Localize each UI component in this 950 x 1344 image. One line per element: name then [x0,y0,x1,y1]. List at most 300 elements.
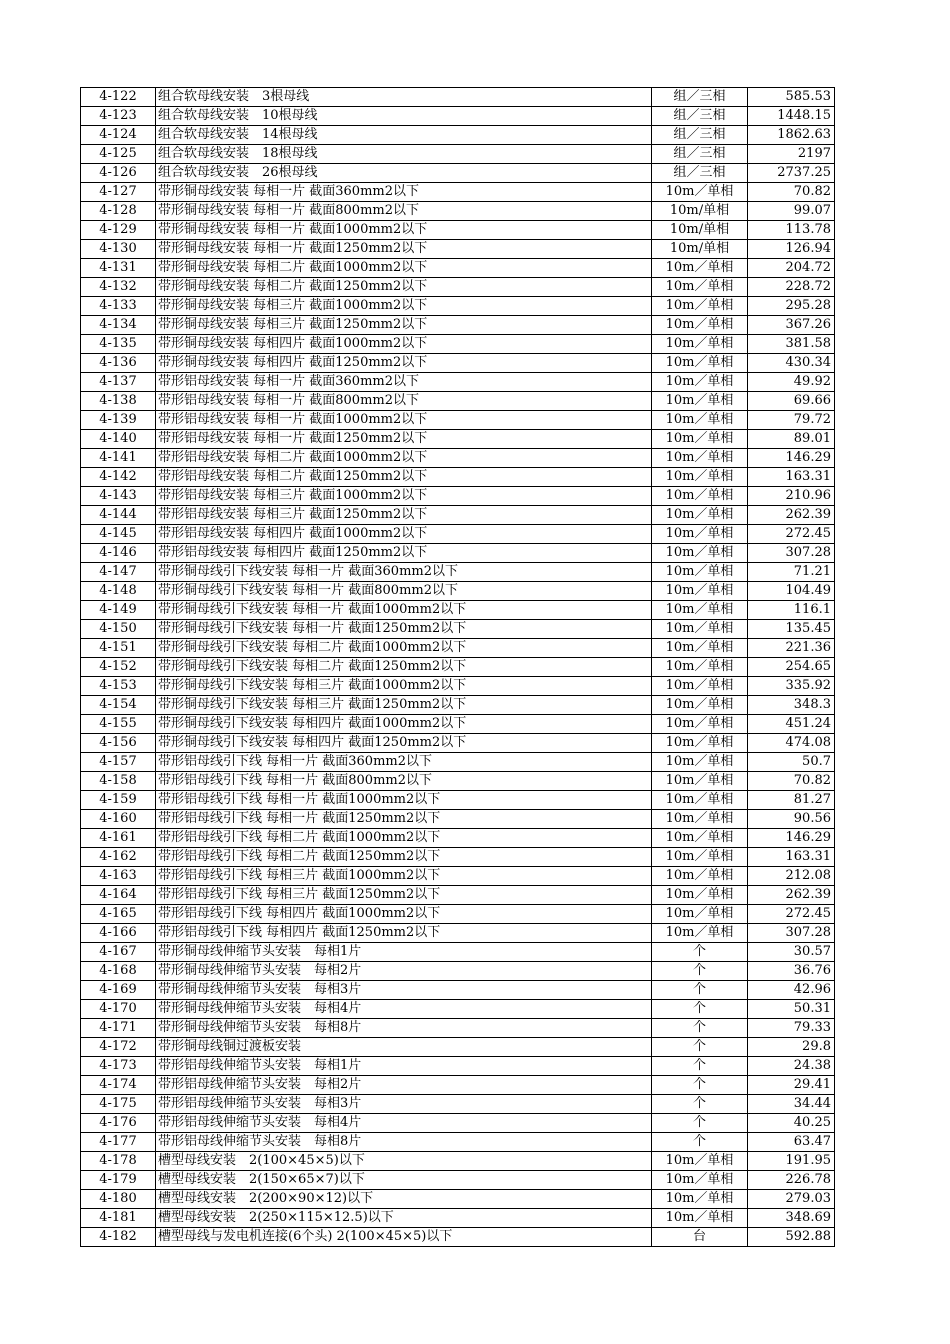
table-row [81,316,835,335]
item-name-cell: 槽型母线安装 2(100×45×5)以下 [156,1152,652,1171]
item-name-cell: 带形铜母线引下线安装 每相二片 截面1000mm2以下 [156,639,652,658]
price-cell: 307.28 [748,924,835,943]
table-row [81,88,835,107]
price-cell: 30.57 [748,943,835,962]
price-cell: 81.27 [748,791,835,810]
unit-cell: 个 [652,1095,748,1114]
table-row [81,183,835,202]
price-cell: 228.72 [748,278,835,297]
price-cell: 272.45 [748,905,835,924]
item-name-cell: 槽型母线安装 2(150×65×7)以下 [156,1171,652,1190]
item-code-cell: 4-155 [81,715,156,734]
unit-cell: 10m／单相 [652,1171,748,1190]
price-cell: 146.29 [748,449,835,468]
unit-cell: 10m／单相 [652,810,748,829]
table-row [81,430,835,449]
item-code-cell: 4-146 [81,544,156,563]
unit-cell: 10m／单相 [652,373,748,392]
price-cell: 348.3 [748,696,835,715]
item-name-cell: 带形铜母线引下线安装 每相三片 截面1000mm2以下 [156,677,652,696]
price-cell: 36.76 [748,962,835,981]
item-name-cell: 带形铝母线引下线 每相二片 截面1250mm2以下 [156,848,652,867]
table-row [81,696,835,715]
table-row [81,202,835,221]
item-code-cell: 4-157 [81,753,156,772]
table-row [81,1190,835,1209]
item-name-cell: 带形铜母线安装 每相二片 截面1250mm2以下 [156,278,652,297]
price-cell: 204.72 [748,259,835,278]
table-row [81,1228,835,1247]
unit-cell: 个 [652,1114,748,1133]
table-row [81,639,835,658]
table-row [81,1019,835,1038]
unit-cell: 个 [652,1000,748,1019]
item-code-cell: 4-156 [81,734,156,753]
unit-cell: 个 [652,962,748,981]
item-code-cell: 4-175 [81,1095,156,1114]
table-row [81,829,835,848]
item-code-cell: 4-122 [81,88,156,107]
item-name-cell: 带形铝母线引下线 每相四片 截面1000mm2以下 [156,905,652,924]
table-row [81,1038,835,1057]
table-row [81,582,835,601]
unit-cell: 10m／单相 [652,278,748,297]
unit-cell: 10m／单相 [652,563,748,582]
table-row [81,1114,835,1133]
item-code-cell: 4-142 [81,468,156,487]
table-row [81,563,835,582]
unit-cell: 10m／单相 [652,430,748,449]
table-row [81,525,835,544]
table-row [81,411,835,430]
price-cell: 163.31 [748,848,835,867]
item-name-cell: 带形铝母线引下线 每相三片 截面1250mm2以下 [156,886,652,905]
price-table [80,87,835,1247]
item-name-cell: 带形铝母线引下线 每相三片 截面1000mm2以下 [156,867,652,886]
unit-cell: 个 [652,1057,748,1076]
table-row [81,487,835,506]
item-name-cell: 带形铜母线引下线安装 每相一片 截面360mm2以下 [156,563,652,582]
price-cell: 592.88 [748,1228,835,1247]
table-row [81,620,835,639]
unit-cell: 10m／单相 [652,1209,748,1228]
table-row [81,145,835,164]
item-name-cell: 带形铝母线引下线 每相一片 截面800mm2以下 [156,772,652,791]
table-row [81,240,835,259]
price-cell: 279.03 [748,1190,835,1209]
unit-cell: 10m／单相 [652,1190,748,1209]
price-cell: 348.69 [748,1209,835,1228]
item-name-cell: 带形铝母线安装 每相三片 截面1000mm2以下 [156,487,652,506]
item-name-cell: 带形铝母线安装 每相一片 截面800mm2以下 [156,392,652,411]
table-row [81,1076,835,1095]
item-code-cell: 4-143 [81,487,156,506]
item-code-cell: 4-168 [81,962,156,981]
table-row [81,297,835,316]
price-cell: 104.49 [748,582,835,601]
price-cell: 24.38 [748,1057,835,1076]
price-cell: 212.08 [748,867,835,886]
item-code-cell: 4-136 [81,354,156,373]
item-name-cell: 槽型母线与发电机连接(6个头) 2(100×45×5)以下 [156,1228,652,1247]
price-cell: 226.78 [748,1171,835,1190]
item-name-cell: 带形铜母线安装 每相一片 截面1000mm2以下 [156,221,652,240]
table-row [81,468,835,487]
table-row [81,924,835,943]
item-code-cell: 4-153 [81,677,156,696]
table-row [81,734,835,753]
item-name-cell: 带形铜母线引下线安装 每相一片 截面1250mm2以下 [156,620,652,639]
item-name-cell: 组合软母线安装 3根母线 [156,88,652,107]
table-row [81,943,835,962]
price-cell: 34.44 [748,1095,835,1114]
price-cell: 50.31 [748,1000,835,1019]
price-cell: 262.39 [748,886,835,905]
item-code-cell: 4-133 [81,297,156,316]
item-code-cell: 4-128 [81,202,156,221]
table-row [81,810,835,829]
item-name-cell: 带形铜母线安装 每相二片 截面1000mm2以下 [156,259,652,278]
item-code-cell: 4-139 [81,411,156,430]
price-cell: 191.95 [748,1152,835,1171]
price-cell: 2737.25 [748,164,835,183]
item-code-cell: 4-127 [81,183,156,202]
unit-cell: 台 [652,1228,748,1247]
price-cell: 146.29 [748,829,835,848]
item-name-cell: 组合软母线安装 26根母线 [156,164,652,183]
unit-cell: 10m／单相 [652,620,748,639]
item-name-cell: 带形铜母线伸缩节头安装 每相8片 [156,1019,652,1038]
price-cell: 50.7 [748,753,835,772]
item-code-cell: 4-174 [81,1076,156,1095]
item-code-cell: 4-179 [81,1171,156,1190]
table-row [81,772,835,791]
item-code-cell: 4-182 [81,1228,156,1247]
price-cell: 90.56 [748,810,835,829]
unit-cell: 10m／单相 [652,316,748,335]
item-name-cell: 带形铝母线引下线 每相二片 截面1000mm2以下 [156,829,652,848]
price-cell: 474.08 [748,734,835,753]
item-name-cell: 带形铝母线安装 每相一片 截面1250mm2以下 [156,430,652,449]
item-name-cell: 带形铜母线安装 每相四片 截面1250mm2以下 [156,354,652,373]
item-name-cell: 带形铝母线伸缩节头安装 每相2片 [156,1076,652,1095]
table-row [81,544,835,563]
item-code-cell: 4-169 [81,981,156,1000]
unit-cell: 10m/单相 [652,202,748,221]
price-cell: 262.39 [748,506,835,525]
item-name-cell: 带形铜母线伸缩节头安装 每相4片 [156,1000,652,1019]
table-row [81,1057,835,1076]
item-code-cell: 4-148 [81,582,156,601]
table-row [81,1152,835,1171]
item-code-cell: 4-147 [81,563,156,582]
item-name-cell: 带形铜母线引下线安装 每相三片 截面1250mm2以下 [156,696,652,715]
table-row [81,1000,835,1019]
unit-cell: 10m／单相 [652,829,748,848]
item-name-cell: 带形铜母线安装 每相一片 截面360mm2以下 [156,183,652,202]
price-cell: 1448.15 [748,107,835,126]
item-name-cell: 带形铝母线安装 每相三片 截面1250mm2以下 [156,506,652,525]
item-name-cell: 带形铜母线安装 每相三片 截面1250mm2以下 [156,316,652,335]
unit-cell: 10m／单相 [652,487,748,506]
unit-cell: 10m／单相 [652,696,748,715]
unit-cell: 10m／单相 [652,525,748,544]
unit-cell: 10m／单相 [652,392,748,411]
unit-cell: 组／三相 [652,107,748,126]
unit-cell: 10m／单相 [652,183,748,202]
unit-cell: 10m／单相 [652,677,748,696]
item-name-cell: 带形铜母线伸缩节头安装 每相2片 [156,962,652,981]
price-cell: 71.21 [748,563,835,582]
table-row [81,753,835,772]
table-row [81,677,835,696]
item-code-cell: 4-129 [81,221,156,240]
item-name-cell: 带形铜母线伸缩节头安装 每相3片 [156,981,652,1000]
unit-cell: 10m／单相 [652,639,748,658]
item-code-cell: 4-172 [81,1038,156,1057]
table-row [81,107,835,126]
table-row [81,335,835,354]
item-code-cell: 4-180 [81,1190,156,1209]
unit-cell: 个 [652,1019,748,1038]
item-name-cell: 组合软母线安装 10根母线 [156,107,652,126]
unit-cell: 10m／单相 [652,1152,748,1171]
unit-cell: 10m／单相 [652,886,748,905]
item-code-cell: 4-173 [81,1057,156,1076]
price-cell: 113.78 [748,221,835,240]
price-cell: 254.65 [748,658,835,677]
item-name-cell: 槽型母线安装 2(200×90×12)以下 [156,1190,652,1209]
unit-cell: 10m/单相 [652,240,748,259]
price-cell: 221.36 [748,639,835,658]
price-cell: 1862.63 [748,126,835,145]
item-code-cell: 4-170 [81,1000,156,1019]
table-row [81,791,835,810]
unit-cell: 个 [652,1038,748,1057]
item-code-cell: 4-171 [81,1019,156,1038]
item-name-cell: 带形铜母线引下线安装 每相四片 截面1250mm2以下 [156,734,652,753]
price-cell: 69.66 [748,392,835,411]
price-cell: 272.45 [748,525,835,544]
unit-cell: 10m／单相 [652,411,748,430]
price-cell: 29.8 [748,1038,835,1057]
item-name-cell: 带形铝母线安装 每相四片 截面1000mm2以下 [156,525,652,544]
price-cell: 49.92 [748,373,835,392]
item-code-cell: 4-144 [81,506,156,525]
item-name-cell: 带形铜母线引下线安装 每相四片 截面1000mm2以下 [156,715,652,734]
price-cell: 135.45 [748,620,835,639]
item-name-cell: 带形铝母线伸缩节头安装 每相4片 [156,1114,652,1133]
table-row [81,354,835,373]
price-cell: 79.33 [748,1019,835,1038]
unit-cell: 组／三相 [652,88,748,107]
item-name-cell: 组合软母线安装 14根母线 [156,126,652,145]
table-row [81,962,835,981]
item-name-cell: 带形铝母线安装 每相四片 截面1250mm2以下 [156,544,652,563]
table-row [81,886,835,905]
table-row [81,981,835,1000]
unit-cell: 10m／单相 [652,449,748,468]
unit-cell: 10m／单相 [652,905,748,924]
table-row [81,373,835,392]
item-name-cell: 带形铝母线伸缩节头安装 每相1片 [156,1057,652,1076]
item-code-cell: 4-160 [81,810,156,829]
price-cell: 451.24 [748,715,835,734]
price-cell: 79.72 [748,411,835,430]
price-cell: 42.96 [748,981,835,1000]
item-name-cell: 带形铝母线引下线 每相四片 截面1250mm2以下 [156,924,652,943]
price-cell: 63.47 [748,1133,835,1152]
table-row [81,259,835,278]
item-code-cell: 4-145 [81,525,156,544]
item-code-cell: 4-140 [81,430,156,449]
unit-cell: 10m／单相 [652,259,748,278]
item-name-cell: 带形铜母线引下线安装 每相一片 截面800mm2以下 [156,582,652,601]
price-cell: 29.41 [748,1076,835,1095]
item-name-cell: 带形铝母线伸缩节头安装 每相3片 [156,1095,652,1114]
price-cell: 585.53 [748,88,835,107]
table-row [81,658,835,677]
unit-cell: 10m／单相 [652,734,748,753]
table-row [81,601,835,620]
item-code-cell: 4-165 [81,905,156,924]
table-row [81,164,835,183]
item-code-cell: 4-134 [81,316,156,335]
item-name-cell: 组合软母线安装 18根母线 [156,145,652,164]
table-row [81,905,835,924]
item-name-cell: 带形铜母线铜过渡板安装 [156,1038,652,1057]
price-cell: 2197 [748,145,835,164]
price-cell: 163.31 [748,468,835,487]
table-row [81,715,835,734]
unit-cell: 10m／单相 [652,791,748,810]
table-row [81,278,835,297]
item-code-cell: 4-177 [81,1133,156,1152]
unit-cell: 个 [652,981,748,1000]
price-cell: 210.96 [748,487,835,506]
unit-cell: 10m／单相 [652,354,748,373]
item-code-cell: 4-178 [81,1152,156,1171]
table-row [81,449,835,468]
unit-cell: 10m／单相 [652,658,748,677]
table-row [81,126,835,145]
price-cell: 70.82 [748,183,835,202]
item-code-cell: 4-181 [81,1209,156,1228]
unit-cell: 10m／单相 [652,772,748,791]
item-code-cell: 4-164 [81,886,156,905]
unit-cell: 10m／单相 [652,601,748,620]
price-cell: 99.07 [748,202,835,221]
unit-cell: 个 [652,943,748,962]
table-row [81,392,835,411]
unit-cell: 组／三相 [652,126,748,145]
unit-cell: 10m／单相 [652,506,748,525]
item-name-cell: 带形铜母线安装 每相四片 截面1000mm2以下 [156,335,652,354]
price-cell: 295.28 [748,297,835,316]
unit-cell: 10m/单相 [652,221,748,240]
item-name-cell: 带形铝母线伸缩节头安装 每相8片 [156,1133,652,1152]
item-code-cell: 4-125 [81,145,156,164]
price-cell: 367.26 [748,316,835,335]
price-cell: 126.94 [748,240,835,259]
item-name-cell: 带形铜母线安装 每相一片 截面800mm2以下 [156,202,652,221]
price-table-body [81,88,835,1247]
item-code-cell: 4-138 [81,392,156,411]
table-row [81,848,835,867]
table-row [81,1171,835,1190]
price-cell: 116.1 [748,601,835,620]
item-code-cell: 4-149 [81,601,156,620]
table-row [81,1133,835,1152]
table-row [81,221,835,240]
item-code-cell: 4-162 [81,848,156,867]
item-code-cell: 4-137 [81,373,156,392]
item-name-cell: 带形铝母线安装 每相一片 截面1000mm2以下 [156,411,652,430]
item-code-cell: 4-141 [81,449,156,468]
item-name-cell: 带形铜母线安装 每相三片 截面1000mm2以下 [156,297,652,316]
item-name-cell: 带形铜母线伸缩节头安装 每相1片 [156,943,652,962]
price-cell: 335.92 [748,677,835,696]
item-code-cell: 4-176 [81,1114,156,1133]
unit-cell: 个 [652,1133,748,1152]
unit-cell: 10m／单相 [652,848,748,867]
price-cell: 70.82 [748,772,835,791]
unit-cell: 10m／单相 [652,297,748,316]
price-cell: 307.28 [748,544,835,563]
unit-cell: 组／三相 [652,145,748,164]
table-row [81,867,835,886]
item-code-cell: 4-131 [81,259,156,278]
item-code-cell: 4-135 [81,335,156,354]
item-code-cell: 4-130 [81,240,156,259]
item-code-cell: 4-132 [81,278,156,297]
price-cell: 40.25 [748,1114,835,1133]
unit-cell: 个 [652,1076,748,1095]
item-name-cell: 带形铜母线引下线安装 每相一片 截面1000mm2以下 [156,601,652,620]
item-code-cell: 4-158 [81,772,156,791]
item-name-cell: 带形铝母线安装 每相一片 截面360mm2以下 [156,373,652,392]
item-code-cell: 4-126 [81,164,156,183]
item-code-cell: 4-161 [81,829,156,848]
item-name-cell: 带形铝母线安装 每相二片 截面1250mm2以下 [156,468,652,487]
unit-cell: 10m／单相 [652,544,748,563]
table-row [81,1209,835,1228]
item-code-cell: 4-150 [81,620,156,639]
price-cell: 430.34 [748,354,835,373]
item-code-cell: 4-159 [81,791,156,810]
item-code-cell: 4-123 [81,107,156,126]
item-code-cell: 4-154 [81,696,156,715]
unit-cell: 10m／单相 [652,468,748,487]
item-name-cell: 带形铝母线安装 每相二片 截面1000mm2以下 [156,449,652,468]
item-code-cell: 4-163 [81,867,156,886]
item-code-cell: 4-166 [81,924,156,943]
unit-cell: 10m／单相 [652,924,748,943]
item-name-cell: 带形铜母线引下线安装 每相二片 截面1250mm2以下 [156,658,652,677]
unit-cell: 10m／单相 [652,335,748,354]
item-name-cell: 带形铝母线引下线 每相一片 截面1250mm2以下 [156,810,652,829]
table-row [81,1095,835,1114]
unit-cell: 10m／单相 [652,582,748,601]
table-row [81,506,835,525]
unit-cell: 组／三相 [652,164,748,183]
item-code-cell: 4-167 [81,943,156,962]
item-code-cell: 4-124 [81,126,156,145]
item-name-cell: 带形铝母线引下线 每相一片 截面360mm2以下 [156,753,652,772]
unit-cell: 10m／单相 [652,867,748,886]
unit-cell: 10m／单相 [652,753,748,772]
price-cell: 89.01 [748,430,835,449]
